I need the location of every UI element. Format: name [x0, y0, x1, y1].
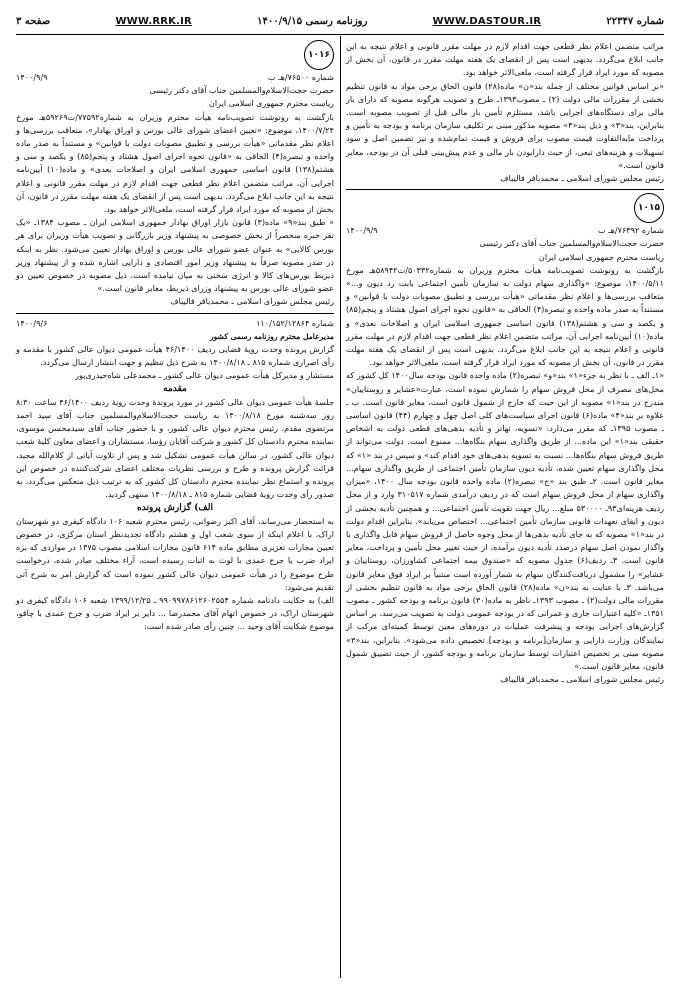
page-number: صفحه ۳: [16, 15, 51, 27]
signature: رئیس مجلس شورای اسلامی ـ محمدباقر قالیباف: [500, 173, 664, 184]
signature: رئیس مجلس شورای اسلامی ـ محمدباقر قالیباف: [170, 296, 334, 307]
letter-objection: «۱ـ الف ـ با نظر به جزء«۱» بند«و» تبصره(۲) ماده واحده قانون بودجه سال۱۴۰۰ کل کشور که محل‌های مصرف از محل فروش سهام را شمارش نموده است، عبارت«عشایر و روستاییان» مندرج در بند«۱» مصوبه از این حیث که خارج از شمول قانون است، مغایر قانون است. ب ـ علاوه بر بند«۴» ماده(۶) قانون اجرای سیاست‌های کلی اصل چهل و چهارم (۴۴) قانون اساسی ـ مصوب ۱۳۹۵ـ که مقرر می‌دارد: «تسویه، تهاتر و تأدیه بدهی‌های قطعی دولت به اشخاص حقیقی بند«۱» این ماده... از طریق واگذاری سهام بنگاه‌ها... ممنوع است. دولت می‌تواند از طریق فروش سهام بنگاه‌ها... نسبت به تسویه بدهی‌های خود اقدام کند» و سپس در بند «۱» که محل واگذاری سهام تعیین شده، تأدیه دیون سازمان تأمین اجتماعی از طریق واگذاری سهام... مغایر قانون است. ۲ـ طبق بند «ح» تبصره(۲) ماده واحده قانون بودجه سال ۱۴۰۰، «میزان واگذاری سهام از محل فروش سهام است که در ردیف درآمدی شماره ۳۱۰۵۱۷ وارد و از محل ردیف هزینه‌ای۹۳ـ ۵۳۰۰۰۰ مبلغ... ریال جهت تقویت تأمین اجتماعی... و همچنین تأدیه بخشی از دیون و ایفای تعهدات قانونی سازمان تأمین اجتماعی... اختصاص می‌یابد». بنابراین اقدام دولت در بند«۱» مصوبه که به جای تأدیه بدهی‌ها از محل وجوه حاصل از فروش سهام قابل واگذاری با واگذار نمودن اصل سهام درصدد تأدیه دیون برآمده، از حیث تغییر محل تأمین و پرداخت، مغایر قانون است. ۳ـ ردیف(۶) جدول مصوبه که «صندوق بیمه اجتماعی کشاورزان، روستاییان و عشایر» را مشمول دریافت‌کنندگان سهام به شمار آورده است مبتنیاً بر ایراد فوق مغایر قانون می‌باشد. ۳ـ با عنایت به بند«ن» ماده(۲۸) قانون الحاق برخی مواد به قانون تنظیم بخشی از مقررات مالی دولت(۲) ـ مصوب ۱۳۹۳ـ ناظر به ماده(۳۰) قانون برنامه و بودجه کشور ـ مصوب ۱۳۵۱ـ «کلیه اعتبارات جاری و عمرانی که در بودجه عمومی دولت به تصویب می‌رسد، بر اساس گزارش‌های اجرایی بودجه و پیشرفت عملیات در دوره‌های معین توسط کمیته‌ای مرکب از نمایندگان وزارت دارایی و سازمان[برنامه و بودجه] تخصیص داده می‌شود». بنابراین، بند«۳» مصوبه مبنی بر تخصیص اعتبارات توسط سازمان برنامه و بودجه کشور، از حیث تضییق شمول قانون، مغایر قانون است.»: [346, 370, 665, 671]
column-divider: [340, 36, 341, 978]
intro-paragraph: مراتب متضمن اعلام نظر قطعی جهت اقدام لازم در مهلت مقرر قانونی و اعلام نتیجه به این جانب ابلاغ می‌گردد. بدیهی است پس از انقضای یک هفته مهلت مقرر در قانون، آن بخش از مصوبه که مورد ایراد قرار گرفته است، ملغی‌الاثر خواهد بود.: [346, 41, 664, 78]
site-link-rrk[interactable]: WWW.RRK.IR: [115, 15, 192, 27]
law-text: «بر اساس قوانین مختلف از جمله بند«ن» ماده(۲۸) قانون الحاق برخی مواد به قانون تنظیم بخشی از مقررات مالی دولت (۲) ـ مصوب۱۳۹۳ـ طرح و تصویب هرگونه مصوبه که دارای بار مالی برای دستگاه‌های اجرایی باشد، مستلزم تأمین بار مالی قبل از تصویب مصوبه است. بنابراین، بند«۳» و ذیل بند«۴» مصوبه مذکور مبنی بر تکلیف سازمان برنامه و بودجه به تأمین و پرداخت مابه‌التفاوت قیمت مصوب برای فروش و قیمت تمام‌شده و نیز تضمین اصل و سود تسهیلات و هزینه‌های تبعی، از حیث دارابودن بار مالی و عدم پیش‌بینی قبلی آن در بودجه، مغایر قانون است.»: [346, 80, 664, 170]
letter-recipient: حضرت حجت‌الاسلام‌والمسلمین جناب آقای دکتر رئیسی: [479, 238, 664, 249]
separator: [16, 313, 334, 314]
left-column: [16, 40, 334, 634]
page-header: [16, 10, 664, 32]
letter-objection: « طبق بند«۹» ماده(۳) قانون بازار اوراق بهادار جمهوری اسلامی ایران ـ مصوب ۱۳۸۴ـ «یک نفر خبره منحصراً از بخش خصوصی به پیشنهاد وزیر بازرگانی و تصویب هیأت وزیران برای هر بورس کالایی» به عنوان عضو شورای عالی بورس و اوراق بهادار تعیین می‌شود. نظر به اینکه در صدر مصوبه صرفاً به پیشنهاد وزیر امور اقتصادی و دارایی اشاره شده و از پیشنهاد وزیر ذیربط بورس‌های کالا و انرژی سخنی به میان نیامده است، ذیل مصوبه در خصوص تعیین دو عضو شورای عالی بورس به پیشنهاد وزرای ذیربط، مغایر قانون است.»: [16, 217, 334, 294]
letter-body: بازگشت به رونوشت تصویب‌نامه هیأت محترم وزیران به شماره۷۷۵۹۲/ت۵۹۲۶۹هـ مورخ ۱۴۰۰/۷/۲۴، موضوع: «تعیین اعضای شورای عالی بورس و اوراق بهادار»، متعاقب بررسی‌ها و اعلام نظر مقدماتی «هیأت بررسی و تطبیق مصوبات دولت با قوانین» و مستنداً به صدر ماده واحده و تبصره(۴) الحاقی به «قانون نحوه اجرای اصول هشتاد و پنجم(۸۵) و یکصد و سی و هشتم(۱۳۸) قانون اساسی جمهوری اسلامی ایران و اصلاحات بعدی» و ماده(۱۰) آیین‌نامه اجرایی آن، مراتب متضمن اعلام نظر قطعی جهت اقدام لازم در مهلت مقرر قانونی و اعلام نتیجه به این جانب ابلاغ می‌گردد. بدیهی است پس از انقضای یک هفته مهلت مقرر در قانون، آن بخش از مصوبه که مورد ایراد قرار گرفته است، ملغی‌الاثر خواهد بود.: [16, 111, 334, 215]
notice-number: شماره ۱۱۰/۱۵۲/۱۲۸۶۴: [256, 317, 334, 328]
notice-date: ۱۴۰۰/۹/۶: [16, 317, 48, 328]
letter-recipient-title: ریاست محترم جمهوری اسلامی ایران: [538, 251, 664, 262]
letter-number: شماره ۷۶۵۰۰/هـ ب: [268, 72, 334, 82]
letter-body: بازگشت به رونوشت تصویب‌نامه هیأت محترم وزیران به شماره۵۰۳۳۲/ت۵۸۹۴۲هـ مورخ ۱۴۰۰/۵/۱۱، موضوع: «واگذاری سهام دولت به سازمان تأمین اجتماعی بابت رد دیون و...» متعاقب بررسی‌ها و اعلام نظر مقدماتی «هیأت بررسی و تطبیق مصوبات دولت با قوانین» و مستنداً به صدر ماده واحده و تبصره(۴) الحاقی به «قانون نحوه اجرای اصول هشتاد و پنجم(۸۵) و یکصد و سی و هشتم(۱۳۸) قانون اساسی جمهوری اسلامی ایران و اصلاحات بعدی» و ماده(۱۰) آیین‌نامه اجرایی آن، مراتب متضمن اعلام نظر قطعی جهت اقدام لازم در مهلت مقرر قانونی و اعلام نتیجه به این جانب ابلاغ می‌گردد. بدیهی است پس از انقضای یک هفته مهلت مقرر در قانون، آن بخش از مصوبه که مورد ایراد قرار گرفته است، ملغی‌الاثر خواهد بود.: [346, 264, 664, 368]
decision-badge-row: [346, 193, 664, 223]
letter-meta: [346, 224, 664, 237]
site-link-dastour[interactable]: WWW.DASTOUR.IR: [432, 15, 542, 27]
report-body: به استحضار می‌رساند، آقای اکبر رضوانی، رئیس محترم شعبه ۱۰۶ دادگاه کیفری دو شهرستان اراک، با اعلام اینکه از سوی شعب اول و هشتم دادگاه تجدیدنظر استان مرکزی، در خصوص تعیین مجازات تعزیری مطابق ماده ۶۱۴ قانون مجازات اسلامی مصوب ۱۳۷۵ در مواردی که بزه ایراد ضرب یا جرح عمدی با لوث به اثبات رسیده است، آراء مختلف صادر شده، درخواست طرح موضوع را در هیأت عمومی دیوان عالی کشور نموده است که گزارش امر به شرح آتی تقدیم می‌شود:: [16, 515, 335, 592]
notice-body: گزارش پرونده وحدت رویهٔ قضایی ردیف ۴۶/۱۴۰۰ هیأت عمومی دیوان عالی کشور با مقدمه و رأی اصراری شماره ۸۱۵ ـ ۱۴۰۰/۸/۱۸ به شرح ذیل تنظیم و جهت انتشار ارسال می‌گردد.: [16, 344, 334, 368]
report-heading: الف) گزارش پرونده: [137, 502, 213, 513]
intro-heading: مقدمه: [163, 383, 187, 394]
report-item: الف) به حکایت دادنامه شماره ۹۹۰۹۹۷۸۶۱۲۶۰۲۵۵۴ ـ ۱۳۹۹/۱۲/۲۵ شعبه ۱۰۶ دادگاه کیفری دو شهرستان اراک، در خصوص اتهام آقای محمدرضا ... دایر بر ایراد ضرب و جرح عمدی با چاقو، موضوع شکایت آقای وحید ... چنین رأی صادر شده است:: [16, 594, 334, 632]
header-rule: [16, 34, 664, 35]
right-column: [346, 40, 664, 686]
letter-number: شماره ۷۶۳۹۲/هـ ب: [598, 225, 664, 236]
letter-recipient-title: ریاست محترم جمهوری اسلامی ایران: [208, 98, 334, 109]
notice-recipient: مدیرعامل محترم روزنامه رسمی کشور: [209, 331, 334, 341]
issue-number: شماره ۲۲۳۴۷: [606, 15, 664, 27]
separator: [346, 189, 664, 190]
notice-signature: مستشار و مدیرکل هیأت عمومی دیوان عالی کشور ـ محمدعلی شاه‌حیدری‌پور: [75, 370, 334, 381]
intro-body: جلسهٔ هیأت عمومی دیوان عالی کشور در مورد پروندهٔ وحدت رویهٔ ردیف ۴۶/۱۴۰۰ ساعت ۸:۳۰ روز سه‌شنبه مورخ ۱۴۰۰/۸/۱۸ به ریاست حجت‌الاسلام‌والمسلمین جناب آقای سید احمد مرتضوی مقدم، رئیس محترم دیوان عالی کشور، و با حضور جناب آقای سیدمحسن موسوی، نماینده محترم دادستان کل کشور و شرکت آقایان رؤسا، مستشاران و اعضای معاون کلیهٔ شعب دیوان عالی کشور، در سالن هیأت عمومی تشکیل شد و پس از تلاوت آیاتی از کلام‌الله مجید، قرائت گزارش پرونده و طرح و بررسی نظریات مختلف اعضای شرکت‌کننده در خصوص این پرونده و استماع نظر نماینده محترم دادستان کل کشور که به ترتیب ذیل منعکس می‌گردد، به صدور رأی وحدت رویهٔ قضایی شماره ۸۱۵ ـ ۱۴۰۰/۸/۱۸ منتهی گردید.: [16, 396, 334, 500]
letter-meta: [16, 71, 334, 84]
decision-number-badge: ۱۰۱۶: [304, 40, 334, 70]
letter-date: ۱۴۰۰/۹/۹: [346, 225, 378, 236]
letter-date: ۱۴۰۰/۹/۹: [16, 72, 48, 82]
notice-meta: [16, 317, 334, 330]
decision-number-badge: ۱۰۱۵: [634, 193, 664, 223]
letter-recipient: حضرت حجت‌الاسلام‌والمسلمین جناب آقای دکتر رئیسی: [149, 85, 334, 96]
newspaper-date: روزنامه رسمی ۱۴۰۰/۹/۱۵: [257, 15, 368, 27]
decision-badge-row: [16, 40, 334, 70]
signature: رئیس مجلس شورای اسلامی ـ محمدباقر قالیباف: [500, 674, 664, 685]
